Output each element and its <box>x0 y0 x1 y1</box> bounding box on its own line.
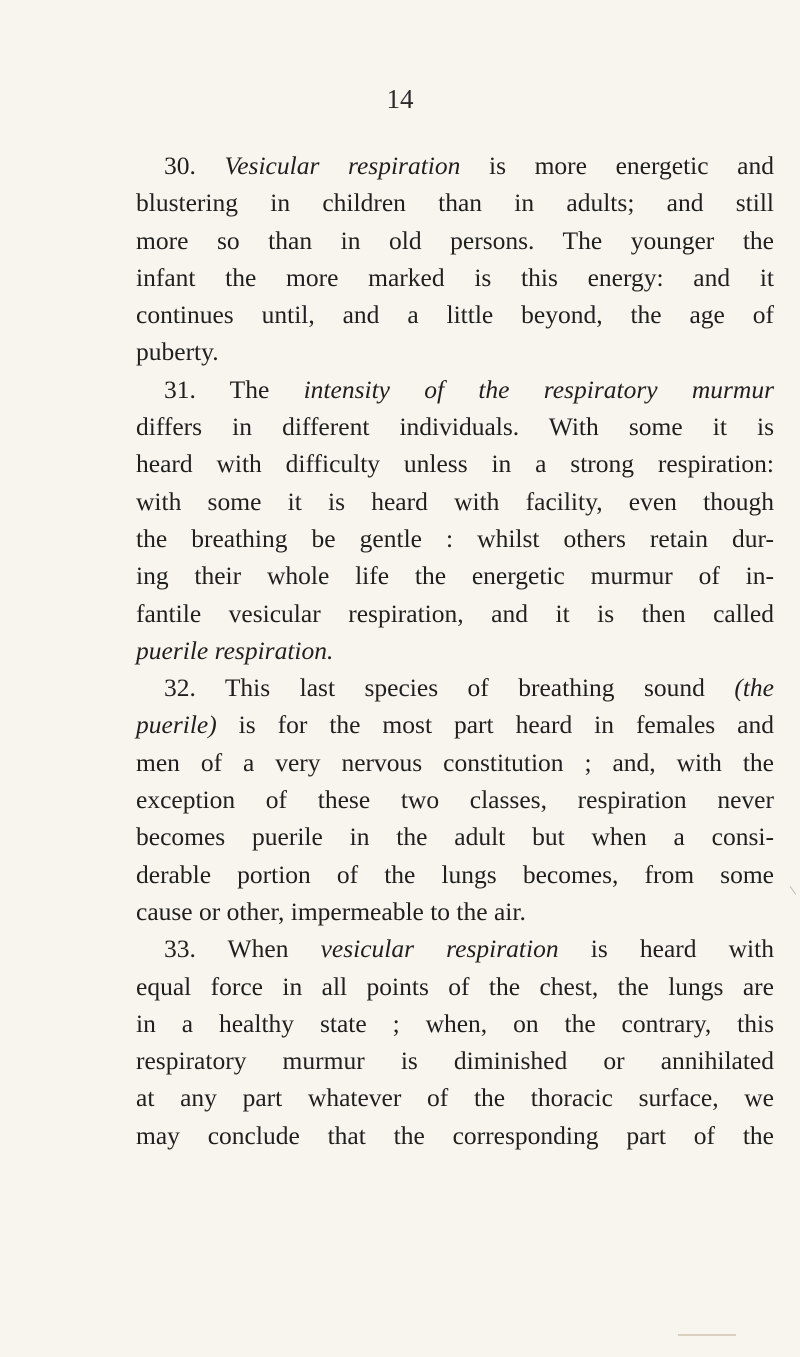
text-line <box>136 1042 774 1079</box>
text-segment: ing their whole life the energetic murmur of in- <box>136 561 774 591</box>
text-segment: 31. The <box>164 374 304 404</box>
text-line <box>136 744 774 781</box>
italic-text: vesicular respiration <box>320 934 559 964</box>
text-line <box>136 856 774 893</box>
body-text <box>136 147 774 1154</box>
italic-text: puerile respiration. <box>136 635 334 665</box>
italic-text: intensity of the respiratory murmur <box>303 374 775 404</box>
text-segment: blustering in children than in adults; and still <box>136 188 774 218</box>
text-line <box>136 1005 774 1042</box>
text-segment: differs in different individuals. With some it is <box>136 412 774 442</box>
text-line <box>136 333 774 370</box>
text-segment: men of a very nervous constitution ; and, with the <box>136 747 774 777</box>
text-line <box>136 632 774 669</box>
text-segment: the breathing be gentle : whilst others retain dur- <box>136 523 774 553</box>
text-segment: is heard with <box>558 934 774 964</box>
text-line <box>136 184 774 221</box>
text-line <box>136 930 774 967</box>
text-line <box>136 1117 774 1154</box>
text-segment: continues until, and a little beyond, the age of <box>136 300 774 330</box>
text-segment: fantile vesicular respiration, and it is then called <box>136 598 774 628</box>
text-line <box>136 1079 774 1116</box>
text-segment: 30. <box>164 151 225 180</box>
text-segment: infant the more marked is this energy: and it <box>136 262 774 292</box>
footer-rule <box>678 1334 736 1336</box>
text-segment: is more energetic and <box>460 151 774 180</box>
text-line <box>136 408 774 445</box>
text-segment: 33. When <box>164 934 321 964</box>
text-segment: derable portion of the lungs becomes, from some <box>136 859 774 889</box>
text-line <box>136 483 774 520</box>
text-line <box>136 818 774 855</box>
text-line <box>136 893 774 930</box>
text-line <box>136 371 774 408</box>
text-line <box>136 706 774 743</box>
italic-text: (the <box>734 673 774 703</box>
text-line <box>136 296 774 333</box>
margin-mark <box>790 883 800 895</box>
text-line <box>136 147 774 184</box>
text-segment: cause or other, impermeable to the air. <box>136 896 526 926</box>
page-number: 14 <box>386 84 414 114</box>
text-line <box>136 557 774 594</box>
text-segment: 32. This last species of breathing sound <box>164 673 735 703</box>
text-segment: at any part whatever of the thoracic surface, we <box>136 1083 774 1113</box>
text-line <box>136 781 774 818</box>
text-line <box>136 595 774 632</box>
text-segment: equal force in all points of the chest, the lungs are <box>136 971 774 1001</box>
text-segment: becomes puerile in the adult but when a consi- <box>136 822 774 852</box>
italic-text: puerile) <box>136 710 217 740</box>
text-line <box>136 222 774 259</box>
text-segment: respiratory murmur is diminished or annihilated <box>136 1046 774 1076</box>
text-segment: may conclude that the corresponding part of the <box>136 1120 774 1150</box>
text-line <box>136 968 774 1005</box>
text-segment: in a healthy state ; when, on the contrary, this <box>136 1008 774 1038</box>
text-line <box>136 520 774 557</box>
text-segment: heard with difficulty unless in a strong respiration: <box>136 449 774 479</box>
italic-text: Vesicular respiration <box>224 151 461 180</box>
text-segment: more so than in old persons. The younger the <box>136 225 774 255</box>
text-segment: exception of these two classes, respiration never <box>136 785 774 815</box>
text-segment: with some it is heard with facility, even though <box>136 486 774 516</box>
text-line <box>136 669 774 706</box>
text-line <box>136 445 774 482</box>
text-line <box>136 259 774 296</box>
text-segment: puberty. <box>136 337 219 367</box>
text-segment: is for the most part heard in females and <box>216 710 774 740</box>
